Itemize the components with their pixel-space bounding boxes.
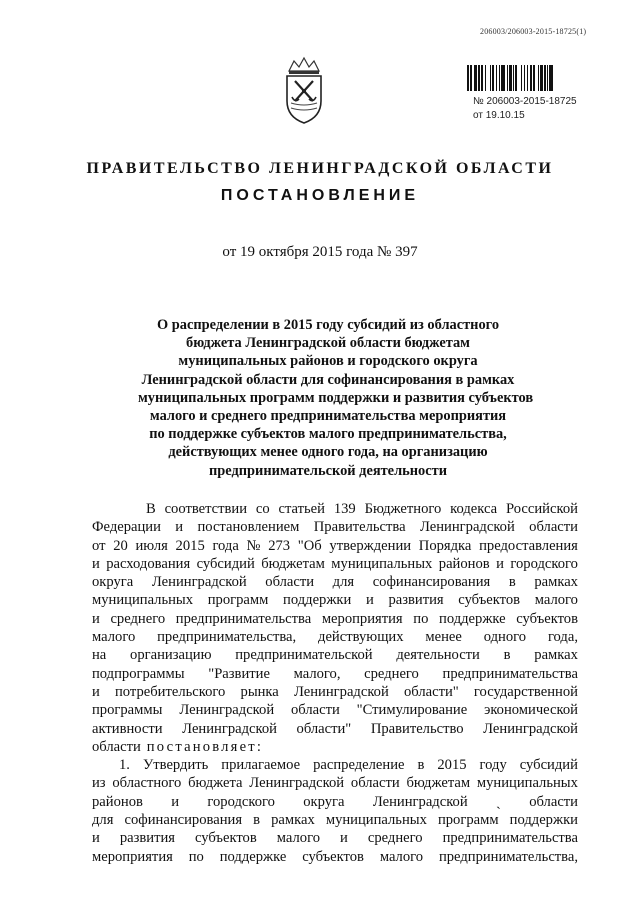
body-line — [92, 774, 578, 792]
body-word: экономической — [484, 702, 578, 719]
body-word: областного — [112, 775, 182, 792]
body-word: году — [479, 757, 507, 774]
body-line — [92, 555, 578, 573]
body-word: программ — [207, 592, 269, 609]
body-word: в — [253, 812, 261, 829]
body-word: субъектов — [194, 830, 257, 847]
body-line — [92, 646, 578, 664]
body-word: июля — [135, 537, 168, 554]
subject-line: малого и среднего предпринимательства мероприятия — [149, 408, 507, 425]
body-word: программы — [92, 702, 163, 719]
body-line — [92, 738, 578, 756]
subject-line: муниципальных программ поддержки и развития субъектов — [138, 389, 534, 406]
body-word: мероприятия — [321, 610, 403, 627]
coat-of-arms-icon — [283, 55, 325, 125]
body-line — [92, 701, 578, 719]
body-word: муниципальных — [92, 592, 194, 609]
body-word: для — [92, 812, 114, 829]
body-line — [92, 720, 578, 738]
body-word: поддержке — [439, 610, 506, 627]
body-word: и — [496, 555, 504, 572]
body-word: постановляет: — [146, 738, 264, 755]
body-line — [92, 829, 578, 847]
decree-body — [92, 500, 578, 866]
body-word: и — [92, 610, 100, 627]
body-word: городского — [207, 793, 275, 810]
subject-line: бюджета Ленинградской области бюджетам — [186, 335, 470, 352]
body-word: Правительства — [313, 519, 406, 536]
body-word: одного — [483, 629, 527, 646]
decree-date-number: от 19 октября 2015 года № 397 — [222, 244, 418, 260]
body-word: действующих — [318, 629, 404, 646]
body-word: и — [175, 519, 184, 536]
body-word: постановлением — [197, 519, 300, 536]
body-word: и — [92, 683, 100, 700]
body-line — [92, 683, 578, 701]
body-word: 1. — [119, 757, 130, 774]
body-line — [92, 500, 578, 518]
body-line — [92, 848, 578, 866]
subject-line: Ленинградской области для софинансирования в рамках — [141, 371, 515, 388]
body-word: бюджетам — [261, 555, 325, 572]
body-word: округа — [92, 574, 134, 591]
body-word: "Стимулирование — [356, 702, 468, 719]
body-word: Российской — [506, 501, 578, 517]
body-word: малого — [379, 848, 424, 865]
body-word: утверждении — [329, 537, 412, 554]
body-word: Ленинградской — [372, 793, 468, 810]
body-word: бюджетам — [406, 775, 471, 792]
body-word: по — [188, 848, 204, 865]
body-word: рынка — [240, 683, 279, 700]
body-word: соответствии — [164, 501, 248, 517]
body-line — [92, 537, 578, 555]
body-word: развития — [388, 592, 444, 609]
body-line — [92, 793, 578, 811]
body-word: рамках — [534, 574, 578, 591]
body-word: поддержке — [219, 848, 287, 865]
body-word: субъектов — [516, 610, 578, 627]
body-word: № — [246, 537, 261, 554]
body-word: и — [366, 592, 374, 609]
body-word: области — [265, 574, 315, 591]
body-word: софинансирования — [372, 574, 491, 591]
body-word: прилагаемое — [221, 757, 301, 774]
body-word: предпринимательства — [442, 830, 578, 847]
body-word: года, — [547, 629, 578, 646]
body-word: предпринимательской — [235, 647, 373, 664]
document-code: 206003/206003-2015-18725(1) — [480, 27, 587, 36]
body-word: и — [92, 830, 100, 847]
body-word: области" — [403, 683, 459, 700]
body-word: потребительского — [115, 683, 226, 700]
body-word: среднего — [110, 610, 166, 627]
body-word: Ленинградской — [249, 775, 345, 792]
body-word: 20 — [113, 537, 128, 554]
body-word: менее — [425, 629, 462, 646]
subject-line: действующих менее одного года, на организацию — [168, 444, 488, 461]
body-line — [92, 591, 578, 609]
body-word: от — [92, 537, 106, 554]
body-word: предпринимательства, — [438, 848, 578, 865]
body-word: Ленинградской — [182, 720, 277, 737]
body-word: мероприятия — [92, 848, 173, 865]
body-word: рамках — [271, 812, 315, 829]
body-line — [92, 756, 578, 774]
body-word: для — [332, 574, 355, 591]
decree-subject — [138, 316, 534, 480]
body-word: 2015 — [175, 537, 205, 554]
body-word: предпринимательства — [175, 610, 312, 627]
body-word: муниципальных — [331, 555, 433, 572]
body-word: субъектов — [458, 592, 521, 609]
body-word: из — [92, 775, 106, 792]
body-line — [92, 628, 578, 646]
body-word: Бюджетного — [364, 501, 442, 517]
body-word: Ленинградской — [179, 702, 275, 719]
body-word: Правительство — [370, 720, 464, 737]
body-word: Ленинградской — [151, 574, 247, 591]
body-word: со — [255, 501, 270, 517]
body-word: среднего — [364, 665, 419, 682]
government-title: ПРАВИТЕЛЬСТВО ЛЕНИНГРАДСКОЙ ОБЛАСТИ — [86, 160, 554, 177]
body-word: округа — [303, 793, 345, 810]
body-word: малого — [534, 592, 578, 609]
body-word: муниципальных — [476, 775, 578, 792]
body-word: малого, — [293, 665, 341, 682]
body-line — [92, 665, 578, 683]
body-word: муниципальных — [325, 812, 427, 829]
body-word: и — [340, 830, 348, 847]
body-word: на — [92, 647, 107, 664]
body-word: области — [350, 775, 400, 792]
body-line — [92, 518, 578, 536]
body-word: среднего — [367, 830, 423, 847]
body-word: субъектов — [302, 848, 364, 865]
body-word: кодекса — [450, 501, 498, 517]
body-word: Ленинградской — [293, 683, 389, 700]
body-word: деятельности — [396, 647, 480, 664]
body-word: малого — [276, 830, 320, 847]
body-word: поддержки — [509, 812, 578, 829]
body-word: статьей — [278, 501, 325, 517]
body-word: в — [417, 757, 425, 774]
registration-barcode — [467, 65, 588, 91]
body-word: распределение — [313, 757, 405, 774]
body-word: и — [92, 555, 100, 572]
body-word: предпринимательства — [442, 665, 578, 682]
body-word: "Об — [297, 537, 322, 554]
body-word: 273 — [268, 537, 291, 554]
body-word: Ленинградской — [419, 519, 515, 536]
body-word: субсидий — [196, 555, 255, 572]
body-word: Порядка — [418, 537, 472, 554]
body-word: активности — [92, 720, 163, 737]
body-line — [92, 610, 578, 628]
body-word: организацию — [130, 647, 212, 664]
body-word: субсидий — [519, 757, 578, 774]
body-word: районов — [438, 555, 490, 572]
body-word: поддержки — [283, 592, 352, 609]
subject-line: по поддержке субъектов малого предпринимательства, — [149, 426, 507, 443]
registration-number: № 206003-2015-18725 — [473, 96, 577, 107]
body-word: в — [503, 647, 511, 664]
body-word: предоставления — [479, 537, 578, 554]
registration-date: от 19.10.15 — [473, 110, 525, 121]
subject-line: муниципальных районов и городского округа — [178, 353, 478, 370]
document-type: ПОСТАНОВЛЕНИЕ — [220, 187, 420, 204]
body-word: софинансирования — [124, 812, 243, 829]
body-word: районов — [92, 793, 143, 810]
body-word: В — [146, 501, 156, 517]
body-word: Утвердить — [142, 757, 209, 774]
body-word: программ — [437, 812, 499, 829]
body-word: в — [508, 574, 516, 591]
body-word: года — [212, 537, 239, 554]
body-word: области" — [296, 720, 352, 737]
body-word: области — [529, 519, 578, 536]
body-word: Федерации — [92, 519, 161, 536]
body-word: бюджета — [188, 775, 243, 792]
body-word: области — [92, 738, 141, 755]
body-word: государственной — [473, 683, 578, 700]
body-line — [92, 573, 578, 591]
body-word: предпринимательства, — [157, 629, 297, 646]
body-word: по — [413, 610, 429, 627]
body-word: области — [291, 702, 340, 719]
body-word: области — [529, 793, 578, 810]
body-line — [92, 811, 578, 829]
body-word: и — [171, 793, 180, 810]
body-word: 2015 — [437, 757, 467, 774]
body-word: рамках — [534, 647, 578, 664]
body-word: расходования — [106, 555, 191, 572]
body-word: развития — [119, 830, 175, 847]
subject-line: предпринимательской деятельности — [208, 462, 447, 479]
subject-line: О распределении в 2015 году субсидий из областного — [156, 317, 500, 333]
body-word: ˏ — [496, 793, 501, 810]
body-word: 139 — [333, 501, 356, 517]
body-word: подпрограммы — [92, 665, 185, 682]
body-word: Ленинградской — [483, 720, 578, 737]
body-word: "Развитие — [208, 665, 270, 682]
body-word: городского — [510, 555, 578, 572]
body-word: малого — [92, 629, 136, 646]
